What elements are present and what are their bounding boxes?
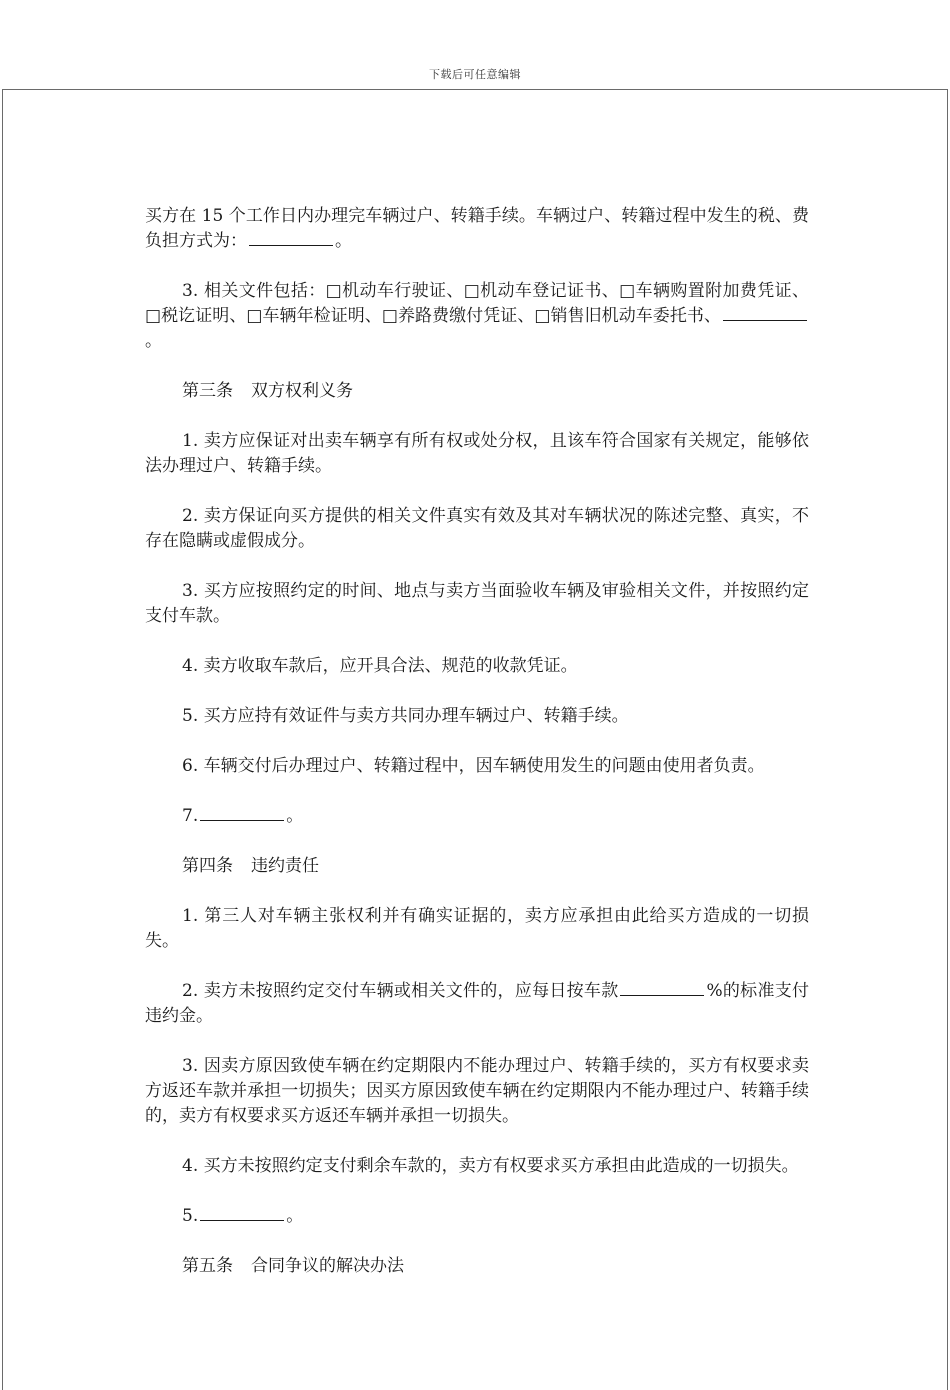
- fill-blank: [723, 304, 807, 321]
- paragraph-text: 2. 卖方未按照约定交付车辆或相关文件的，应每日按车款: [182, 981, 619, 1001]
- fill-blank: [249, 229, 333, 246]
- paragraph-transfer: [145, 204, 809, 254]
- fill-blank: [200, 1204, 284, 1221]
- paragraph-text: 买方在 15 个工作日内办理完车辆过户、转籍手续。车辆过户、转籍过程中发生的税、费负担方式为：: [145, 206, 809, 251]
- clause-3-3: 3. 买方应按照约定的时间、地点与卖方当面验收车辆及审验相关文件，并按照约定支付车款。: [145, 581, 809, 626]
- clause-3-7: [145, 804, 809, 829]
- article-title: 违约责任: [251, 856, 319, 876]
- paragraph-documents: [145, 279, 809, 354]
- article-4-heading: [145, 854, 809, 879]
- paragraph-text: 。: [286, 1206, 304, 1226]
- paragraph-text: 。: [145, 331, 162, 351]
- header-note: 下载后可任意编辑: [429, 68, 521, 81]
- document-body: [145, 204, 809, 1304]
- paragraph-text: 。: [286, 806, 304, 826]
- clause-3-1: 1. 卖方应保证对出卖车辆享有所有权或处分权，且该车符合国家有关规定，能够依法办理过户、转籍手续。: [145, 431, 809, 476]
- clause-4-4: 4. 买方未按照约定支付剩余车款的，卖方有权要求买方承担由此造成的一切损失。: [182, 1156, 799, 1176]
- clause-4-2: [145, 979, 809, 1029]
- clause-number: 7.: [182, 806, 199, 826]
- clause-3-2: 2. 卖方保证向买方提供的相关文件真实有效及其对车辆状况的陈述完整、真实，不存在隐瞒或虚假成分。: [145, 506, 809, 551]
- clause-4-1: 1. 第三人对车辆主张权利并有确实证据的，卖方应承担由此给买方造成的一切损失。: [145, 906, 809, 951]
- clause-4-3: 3. 因卖方原因致使车辆在约定期限内不能办理过户、转籍手续的，买方有权要求卖方返还车款并承担一切损失；因买方原因致使车辆在约定期限内不能办理过户、转籍手续的，卖方有权要求买方返还车辆并承担一切损失。: [145, 1056, 809, 1126]
- article-title: 合同争议的解决办法: [251, 1256, 404, 1276]
- fill-blank: [200, 804, 284, 821]
- paragraph-text: 3. 相关文件包括：□机动车行驶证、□机动车登记证书、□车辆购置附加费凭证、□税讫证明、□车辆年检证明、□养路费缴付凭证、□销售旧机动车委托书、: [145, 281, 809, 326]
- article-number: 第三条: [182, 381, 233, 401]
- article-number: 第四条: [182, 856, 233, 876]
- paragraph-text: %的标准支付违约金。: [145, 981, 810, 1026]
- clause-number: 5.: [182, 1206, 199, 1226]
- clause-3-4: 4. 卖方收取车款后，应开具合法、规范的收款凭证。: [182, 656, 578, 676]
- article-number: 第五条: [182, 1256, 233, 1276]
- article-5-heading: [145, 1254, 809, 1279]
- paragraph-text: 。: [335, 231, 352, 251]
- article-title: 双方权利义务: [251, 381, 353, 401]
- article-3-heading: [145, 379, 809, 404]
- fill-blank: [620, 979, 704, 996]
- clause-3-6: 6. 车辆交付后办理过户、转籍过程中，因车辆使用发生的问题由使用者负责。: [182, 756, 765, 776]
- clause-3-5: 5. 买方应持有效证件与卖方共同办理车辆过户、转籍手续。: [182, 706, 629, 726]
- clause-4-5: [145, 1204, 809, 1229]
